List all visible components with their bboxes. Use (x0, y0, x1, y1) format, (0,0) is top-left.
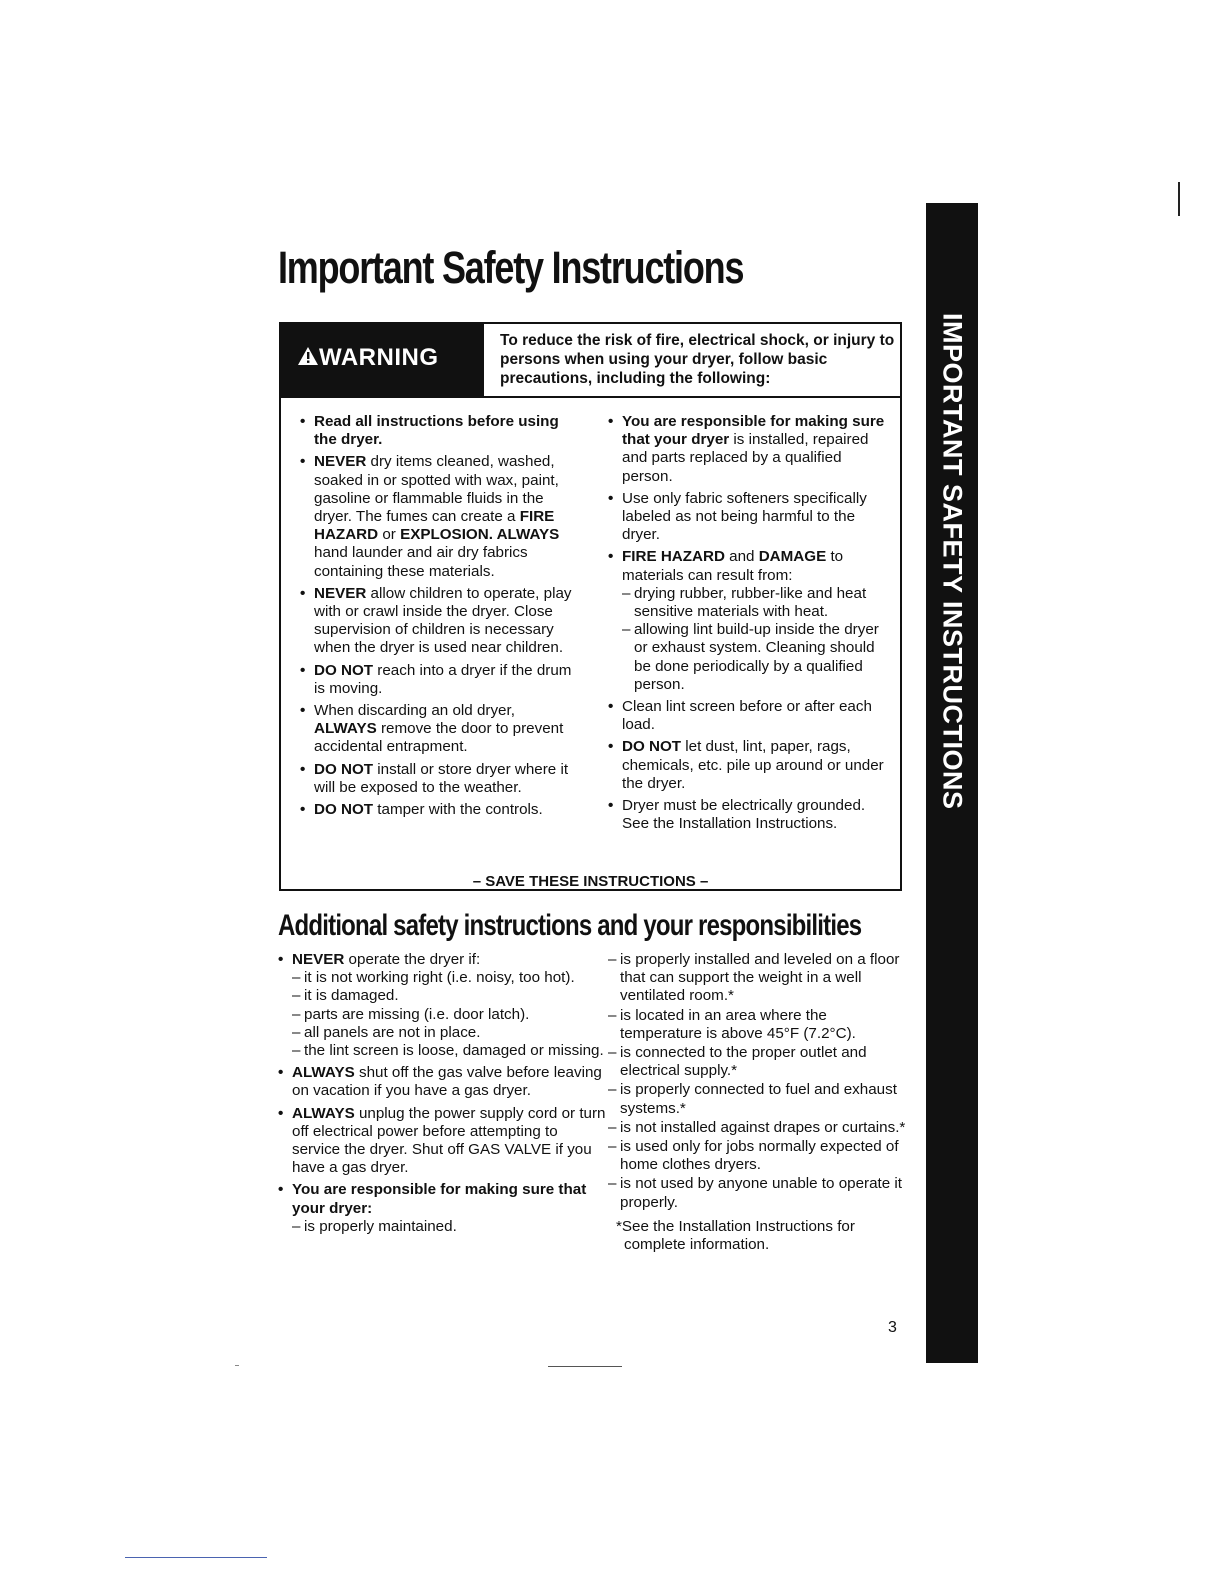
warning-label (279, 322, 484, 398)
list-item: • NEVER operate the dryer if: – it is not working right (i.e. noisy, too hot). – it is damaged. – parts are missing (i.e. door latch). – all panels are not in place. – the lint screen is loose, damaged or missing. (278, 951, 608, 1060)
sub-item: – is connected to the proper outlet and electrical supply.* (608, 1044, 908, 1080)
warning-divider (484, 396, 902, 398)
list-item: • ALWAYS unplug the power supply cord or turn off electrical power before attempting to service the dryer. Shut off GAS VALVE if you have a gas dryer. (278, 1105, 608, 1178)
additional-right-column (608, 951, 908, 1255)
warning-left-column (300, 413, 580, 823)
list-item: • NEVER dry items cleaned, washed, soaked in or spotted with wax, paint, gasoline or flammable fluids in the dryer. The fumes can create a FIRE HAZARD or EXPLOSION. ALWAYS hand launder and air dry fabrics containing these materials. (300, 453, 580, 580)
list-item: • Clean lint screen before or after each load. (608, 698, 893, 734)
list-item: • Dryer must be electrically grounded. See the Installation Instructions. (608, 797, 893, 833)
sub-item: – parts are missing (i.e. door latch). (292, 1006, 608, 1024)
sub-item: – is used only for jobs normally expected of home clothes dryers. (608, 1138, 908, 1174)
warning-intro: To reduce the risk of fire, electrical shock, or injury to persons when using your dryer, follow basic precautions, including the following: (500, 332, 895, 387)
scan-mark (125, 1557, 267, 1558)
warning-right-column (608, 413, 893, 837)
side-tab-label: IMPORTANT SAFETY INSTRUCTIONS (937, 313, 968, 810)
sub-item: – it is damaged. (292, 987, 608, 1005)
save-instructions: – SAVE THESE INSTRUCTIONS – (472, 873, 709, 890)
sub-item: – is properly maintained. (292, 1218, 608, 1236)
scan-mark (235, 1365, 239, 1366)
sub-item: – is properly connected to fuel and exhaust systems.* (608, 1081, 908, 1117)
additional-left-column (278, 951, 608, 1240)
sub-item: – it is not working right (i.e. noisy, too hot). (292, 969, 608, 987)
sub-item: – the lint screen is loose, damaged or missing. (292, 1042, 608, 1060)
list-item: • DO NOT let dust, lint, paper, rags, chemicals, etc. pile up around or under the dryer. (608, 738, 893, 793)
list-item: • DO NOT tamper with the controls. (300, 801, 580, 819)
sub-item: – allowing lint build-up inside the dryer or exhaust system. Cleaning should be done periodically by a qualified person. (622, 621, 893, 694)
list-item: • When discarding an old dryer, ALWAYS remove the door to prevent accidental entrapment. (300, 702, 580, 757)
sub-item: – is not installed against drapes or curtains.* (608, 1119, 908, 1137)
page-title: Important Safety Instructions (278, 242, 744, 293)
sub-item: – all panels are not in place. (292, 1024, 608, 1042)
list-item: • Use only fabric softeners specifically labeled as not being harmful to the dryer. (608, 490, 893, 545)
side-tab (926, 203, 978, 1363)
warning-triangle-icon (297, 346, 319, 366)
warning-word: WARNING (319, 344, 439, 371)
sub-item: – drying rubber, rubber-like and heat sensitive materials with heat. (622, 585, 893, 621)
list-item: • NEVER allow children to operate, play with or crawl inside the dryer. Close supervision of children is necessary when the dryer is used near children. (300, 585, 580, 658)
sub-item: – is properly installed and leveled on a floor that can support the weight in a well ventilated room.* (608, 951, 908, 1006)
footnote: *See the Installation Instructions for complete information. (616, 1217, 855, 1254)
scan-mark (548, 1366, 622, 1367)
list-item: • You are responsible for making sure that your dryer: – is properly maintained. (278, 1181, 608, 1236)
page-number: 3 (888, 1319, 897, 1336)
sub-item: – is not used by anyone unable to operate it properly. (608, 1175, 908, 1211)
list-item: • You are responsible for making sure that your dryer is installed, repaired and parts replaced by a qualified person. (608, 413, 893, 486)
sub-item: – is located in an area where the temperature is above 45°F (7.2°C). (608, 1007, 908, 1043)
margin-mark (1178, 182, 1180, 216)
list-item: • DO NOT reach into a dryer if the drum is moving. (300, 662, 580, 698)
list-item: • ALWAYS shut off the gas valve before leaving on vacation if you have a gas dryer. (278, 1064, 608, 1100)
list-item: • Read all instructions before using the dryer. (300, 413, 580, 449)
section-title: Additional safety instructions and your responsibilities (278, 909, 862, 942)
list-item: • FIRE HAZARD and DAMAGE to materials can result from: – drying rubber, rubber-like and heat sensitive materials with heat. – allowing lint build-up inside the dryer or exhaust system. Cleaning should be done periodically by a qualified person. (608, 548, 893, 694)
list-item: • DO NOT install or store dryer where it will be exposed to the weather. (300, 761, 580, 797)
